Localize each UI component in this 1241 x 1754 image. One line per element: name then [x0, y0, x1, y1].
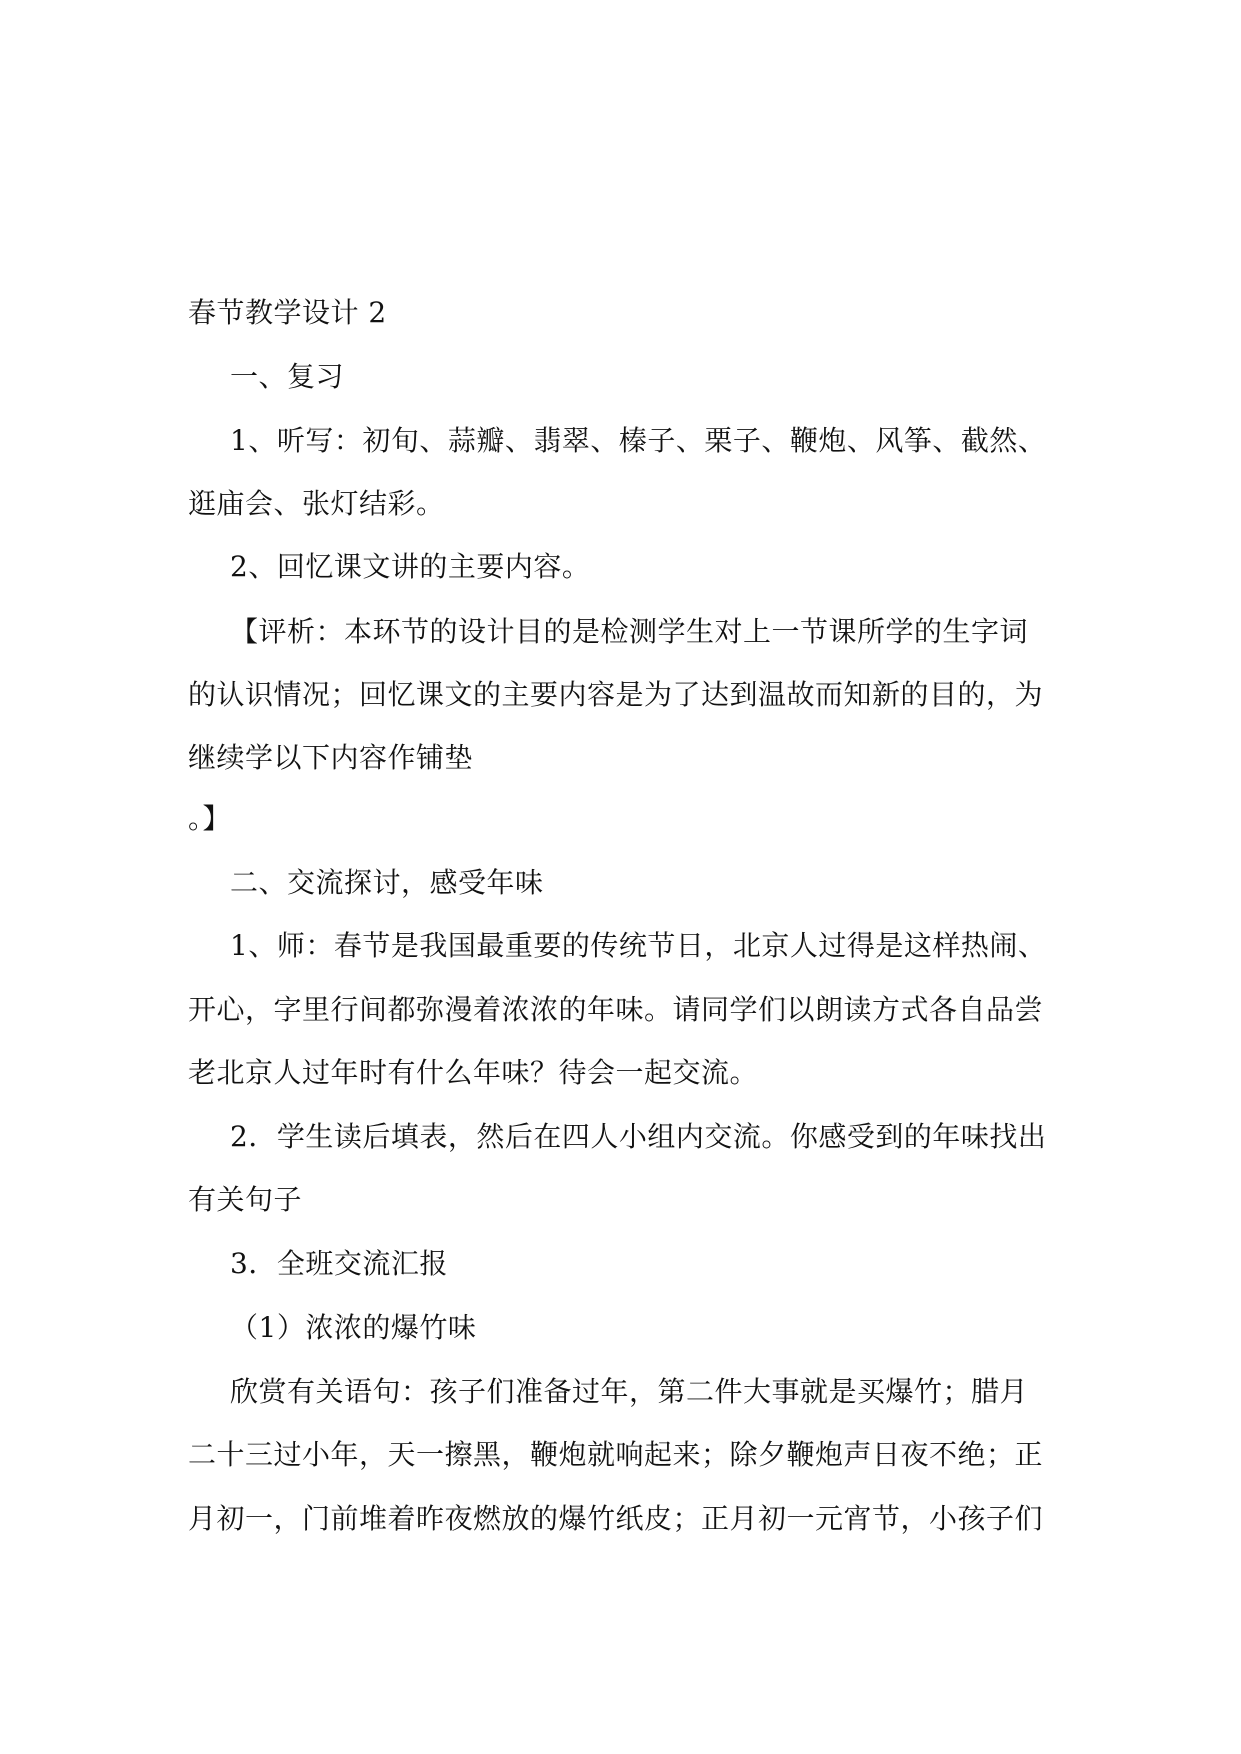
paragraph-line: 继续学以下内容作铺垫	[188, 741, 474, 774]
paragraph-line: 2．学生读后填表，然后在四人小组内交流。你感受到的年味找出	[230, 1120, 1047, 1153]
paragraph-line: 二十三过小年，天一擦黑，鞭炮就响起来；除夕鞭炮声日夜不绝；正	[188, 1438, 1044, 1471]
paragraph-line: 。】	[188, 802, 232, 835]
paragraph-line: 2、回忆课文讲的主要内容。	[230, 550, 591, 583]
paragraph-line: 的认识情况；回忆课文的主要内容是为了达到温故而知新的目的，为	[188, 678, 1044, 711]
paragraph-line: 有关句子	[188, 1183, 303, 1216]
paragraph-line: 开心，字里行间都弥漫着浓浓的年味。请同学们以朗读方式各自品尝	[188, 993, 1044, 1026]
paragraph-line: 欣赏有关语句：孩子们准备过年，第二件大事就是买爆竹；腊月	[230, 1375, 1029, 1408]
paragraph-line: 1、听写：初旬、蒜瓣、翡翠、榛子、栗子、鞭炮、风筝、截然、	[230, 424, 1047, 457]
paragraph-line: 3．全班交流汇报	[230, 1247, 448, 1280]
paragraph-line: 【评析：本环节的设计目的是检测学生对上一节课所学的生字词	[230, 615, 1029, 648]
paragraph-line: 逛庙会、张灯结彩。	[188, 487, 445, 520]
subheading-firecracker: （1）浓浓的爆竹味	[230, 1311, 477, 1344]
section-heading-review: 一、复习	[230, 360, 345, 393]
paragraph-line: 1、师：春节是我国最重要的传统节日，北京人过得是这样热闹、	[230, 929, 1047, 962]
section-heading-discussion: 二、交流探讨，感受年味	[230, 866, 544, 899]
paragraph-line: 老北京人过年时有什么年味？待会一起交流。	[188, 1056, 759, 1089]
document-title: 春节教学设计 2	[188, 296, 387, 329]
paragraph-line: 月初一，门前堆着昨夜燃放的爆竹纸皮；正月初一元宵节，小孩子们	[188, 1502, 1044, 1535]
